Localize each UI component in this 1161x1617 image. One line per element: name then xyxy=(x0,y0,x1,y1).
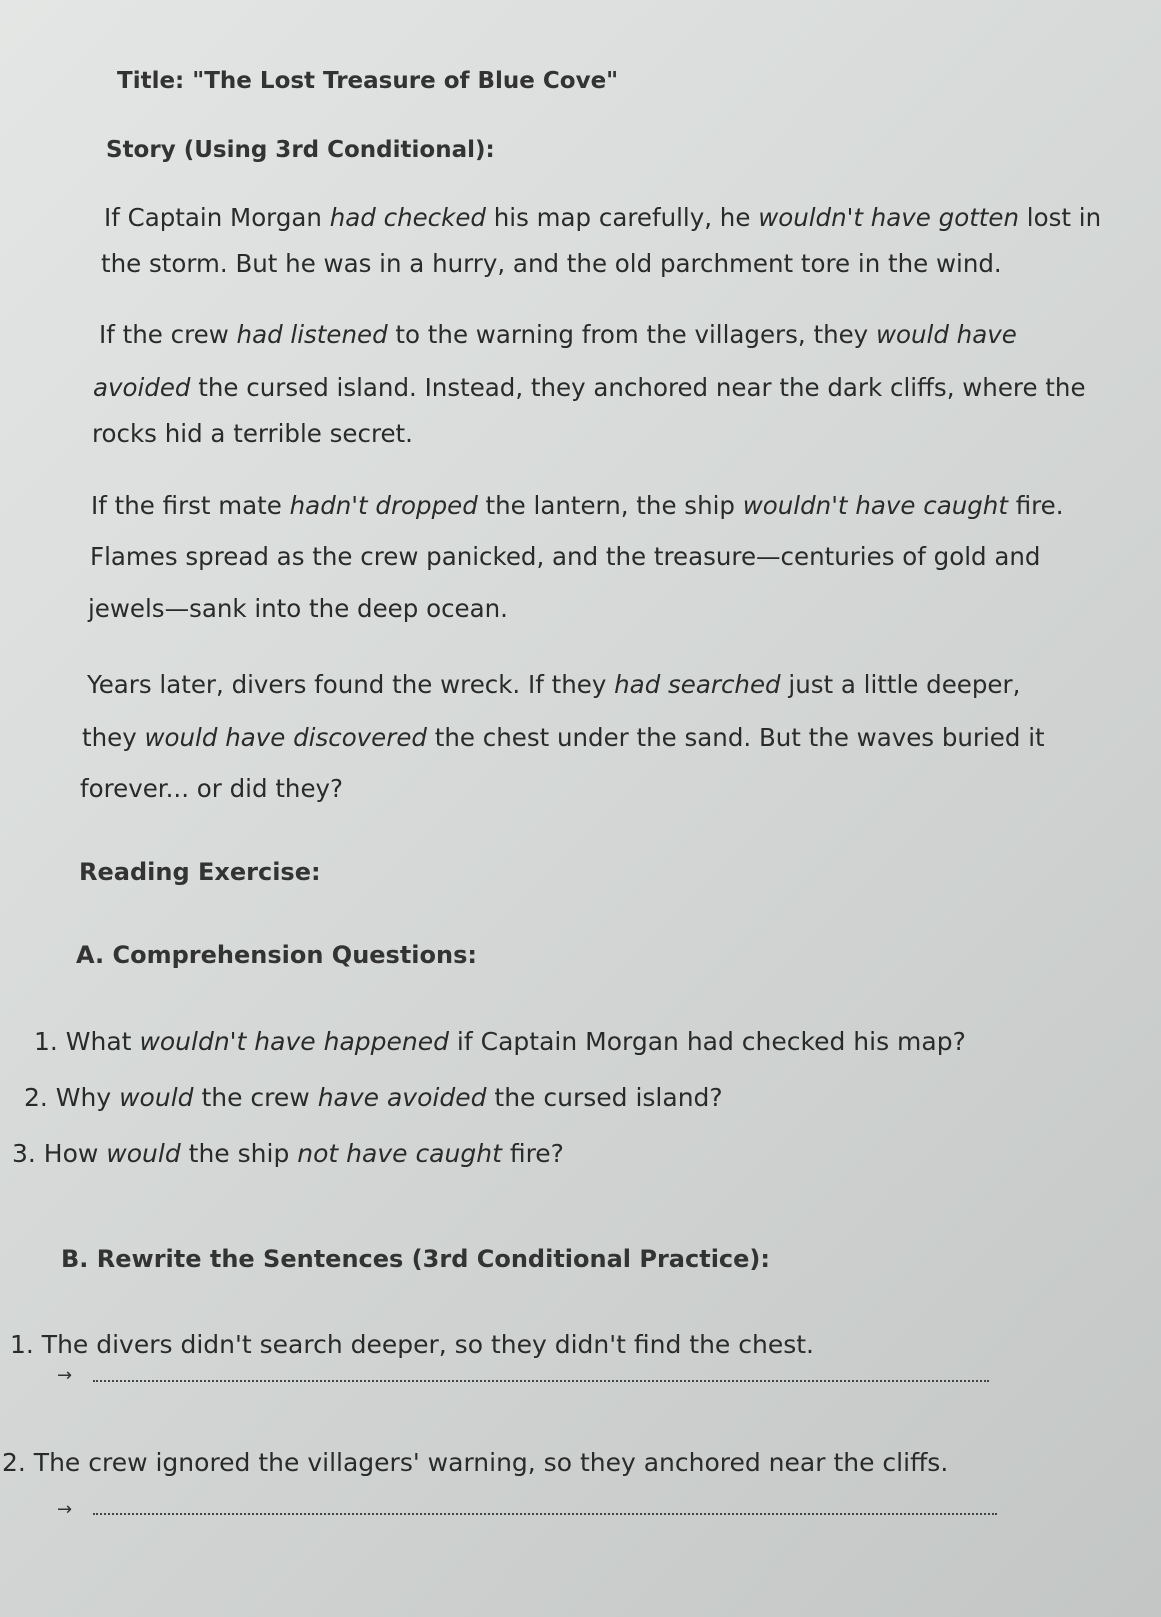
section-a-heading: A. Comprehension Questions: xyxy=(76,941,477,969)
story-paragraph-4-line-3: forever... or did they? xyxy=(80,774,344,803)
story-title: Title: "The Lost Treasure of Blue Cove" xyxy=(117,68,619,94)
story-paragraph-3-line-2: Flames spread as the crew panicked, and the treasure—centuries of gold and xyxy=(90,542,1041,571)
rewrite-sentence-2: 2. The crew ignored the villagers' warning, so they anchored near the cliffs. xyxy=(2,1448,949,1477)
story-paragraph-4-line-1: Years later, divers found the wreck. If they had searched just a little deeper, xyxy=(87,670,1021,699)
rewrite-2-answer-line[interactable] xyxy=(93,1513,997,1515)
story-paragraph-1-line-2: the storm. But he was in a hurry, and the old parchment tore in the wind. xyxy=(101,249,1002,278)
story-paragraph-4-line-2: they would have discovered the chest under the sand. But the waves buried it xyxy=(82,723,1045,752)
story-heading: Story (Using 3rd Conditional): xyxy=(106,137,495,163)
section-b-heading: B. Rewrite the Sentences (3rd Conditional Practice): xyxy=(61,1245,770,1273)
story-paragraph-3-line-3: jewels—sank into the deep ocean. xyxy=(88,594,508,623)
story-paragraph-2-line-2: avoided the cursed island. Instead, they anchored near the dark cliffs, where the xyxy=(93,373,1086,402)
question-3: 3. How would the ship not have caught fire? xyxy=(12,1139,564,1168)
rewrite-2-arrow: → xyxy=(57,1499,73,1520)
question-1: 1. What wouldn't have happened if Captain Morgan had checked his map? xyxy=(34,1027,966,1056)
story-paragraph-2-line-3: rocks hid a terrible secret. xyxy=(92,419,413,448)
story-paragraph-1-line-1: If Captain Morgan had checked his map carefully, he wouldn't have gotten lost in xyxy=(104,203,1102,232)
story-paragraph-2-line-1: If the crew had listened to the warning from the villagers, they would have xyxy=(99,320,1017,349)
rewrite-1-answer-line[interactable] xyxy=(93,1380,989,1382)
story-paragraph-3-line-1: If the first mate hadn't dropped the lantern, the ship wouldn't have caught fire. xyxy=(91,491,1064,520)
question-2: 2. Why would the crew have avoided the cursed island? xyxy=(24,1083,723,1112)
rewrite-sentence-1: 1. The divers didn't search deeper, so they didn't find the chest. xyxy=(10,1330,814,1359)
exercise-heading: Reading Exercise: xyxy=(79,858,321,886)
rewrite-1-arrow: → xyxy=(57,1365,73,1386)
